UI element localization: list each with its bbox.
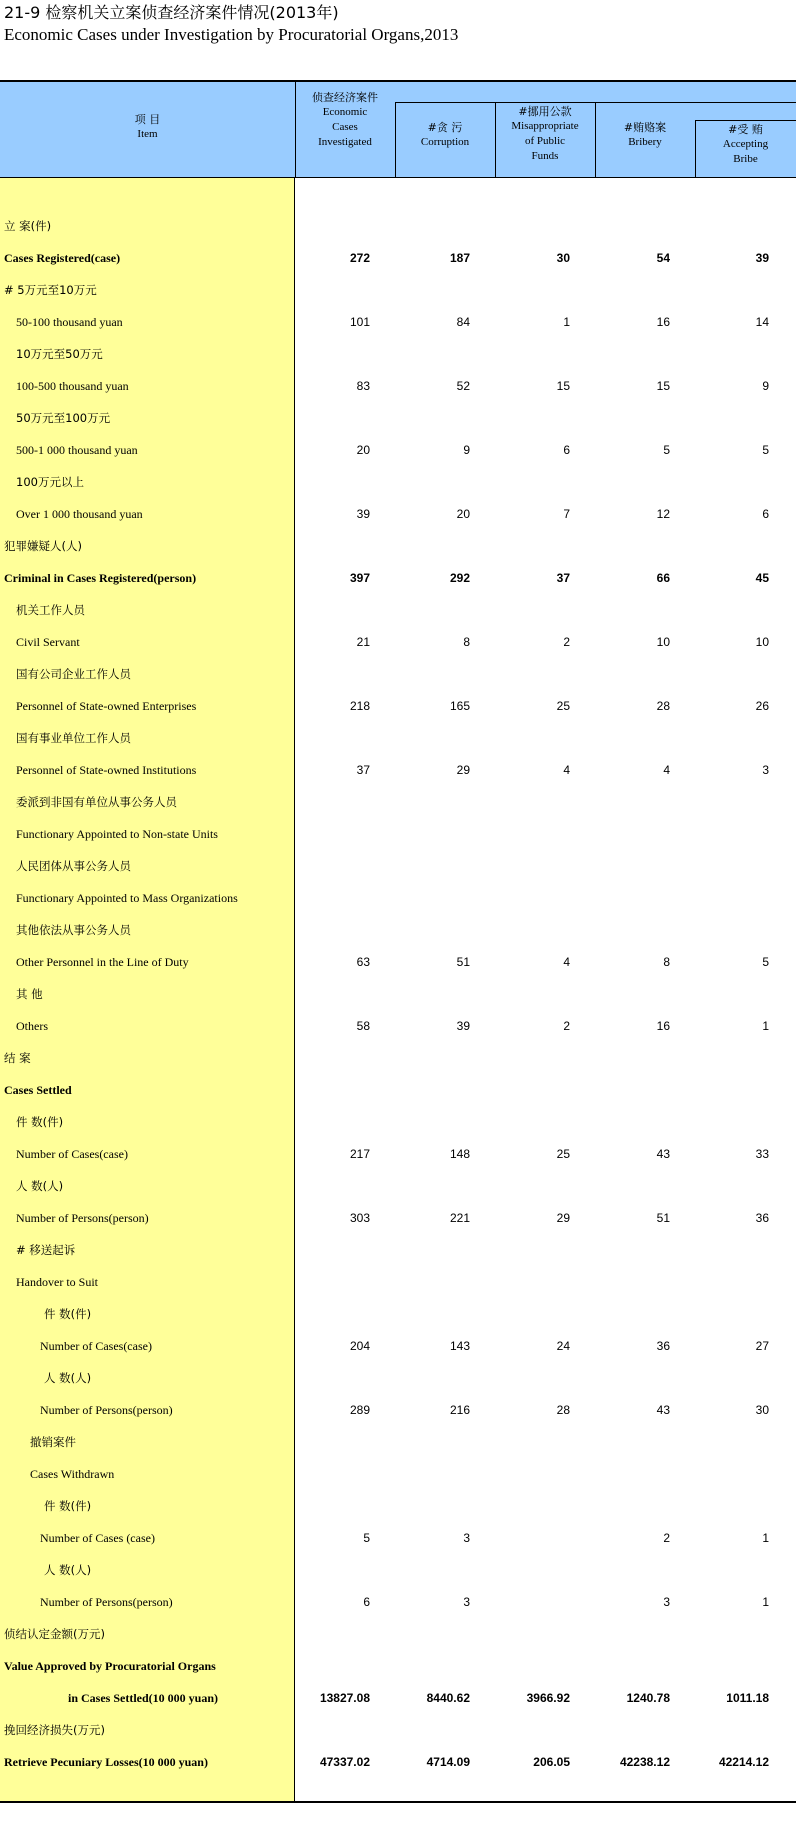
row-value: 6 [363,1595,370,1609]
row-value: 1 [762,1595,769,1609]
row-value: 30 [755,1403,769,1417]
table-row [0,722,796,754]
row-value: 5 [663,443,670,457]
row-label: 500-1 000 thousand yuan [16,443,138,457]
row-value: 33 [755,1147,769,1161]
table-title-en: Economic Cases under Investigation by Procuratorial Organs,2013 [4,25,459,44]
row-value: 4 [563,955,570,969]
row-label: 国有事业单位工作人员 [16,731,131,745]
row-value: 54 [656,251,670,265]
row-value: 8440.62 [426,1691,470,1705]
row-value: 13827.08 [319,1691,370,1705]
row-value: 14 [755,315,769,329]
row-label: Number of Persons(person) [40,1595,173,1609]
row-label: 其他依法从事公务人员 [16,923,131,937]
header-col-corruption: #贪 污 Corruption [420,121,470,148]
table-row [0,306,796,338]
header-divider [295,82,296,178]
row-value: 37 [356,763,370,777]
row-value: 221 [449,1211,470,1225]
row-value: 101 [349,315,370,329]
row-label: Number of Persons(person) [16,1211,149,1225]
row-value: 8 [663,955,670,969]
table-row [0,1554,796,1586]
row-label: 件 数(件) [16,1115,64,1129]
row-value: 29 [456,763,470,777]
row-value: 204 [349,1339,370,1353]
row-label: Over 1 000 thousand yuan [16,507,143,521]
table-row [0,1106,796,1138]
row-label: Functionary Appointed to Mass Organizations [16,891,238,905]
row-label: 立 案(件) [4,219,52,233]
row-value: 30 [556,251,570,265]
row-value: 28 [556,1403,570,1417]
row-label: in Cases Settled(10 000 yuan) [68,1691,219,1705]
header-divider [395,102,796,103]
row-label: 侦结认定金额(万元) [4,1627,105,1641]
table-title-cn: 21-9 检察机关立案侦查经济案件情况(2013年) [4,3,339,22]
row-label: 10万元至50万元 [16,347,103,361]
table-row [0,978,796,1010]
row-value: 84 [456,315,470,329]
table-row [0,1234,796,1266]
row-value: 216 [449,1403,470,1417]
row-label: 人 数(人) [44,1563,92,1577]
row-value: 165 [449,699,470,713]
table-row [0,1138,796,1170]
row-value: 10 [755,635,769,649]
row-label: Number of Cases(case) [16,1147,128,1161]
row-value: 4 [563,763,570,777]
row-value: 25 [556,699,570,713]
table-row [0,530,796,562]
row-label: 其 他 [16,987,43,1001]
row-value: 4714.09 [426,1755,470,1769]
table-row [0,882,796,914]
table-row [0,1170,796,1202]
row-value: 397 [349,571,370,585]
header-divider [695,120,696,178]
table-row [0,1522,796,1554]
row-value: 6 [762,507,769,521]
row-value: 42214.12 [718,1755,769,1769]
row-value: 52 [456,379,470,393]
row-label: 挽回经济损失(万元) [4,1723,105,1737]
row-value: 28 [656,699,670,713]
row-value: 37 [556,571,570,585]
table-row [0,338,796,370]
row-label: Personnel of State-owned Institutions [16,763,197,777]
table-row [0,434,796,466]
table-row [0,1330,796,1362]
row-value: 51 [456,955,470,969]
header-col-bribery: #贿赂案 Bribery [623,121,667,148]
table-row [0,850,796,882]
row-value: 187 [449,251,470,265]
table-row [0,466,796,498]
row-value: 9 [762,379,769,393]
row-label: Retrieve Pecuniary Losses(10 000 yuan) [4,1755,208,1769]
row-value: 20 [356,443,370,457]
header-col-accepting-bribe: #受 贿 Accepting Bribe [722,123,769,165]
row-label: Cases Registered(case) [4,251,121,265]
row-value: 5 [762,443,769,457]
table-row [0,1618,796,1650]
row-value: 15 [556,379,570,393]
row-value: 63 [356,955,370,969]
table-row [0,690,796,722]
row-value: 25 [556,1147,570,1161]
table-row [0,1074,796,1106]
row-value: 39 [456,1019,470,1033]
row-value: 15 [656,379,670,393]
row-value: 5 [762,955,769,969]
row-value: 21 [356,635,370,649]
table-row [0,498,796,530]
row-value: 66 [656,571,670,585]
table-row [0,1362,796,1394]
row-value: 272 [349,251,370,265]
row-label: Cases Settled [4,1083,72,1097]
table-row [0,946,796,978]
table-row [0,1490,796,1522]
row-value: 45 [755,571,769,585]
table-row [0,1426,796,1458]
row-value: 42238.12 [619,1755,670,1769]
row-value: 217 [349,1147,370,1161]
row-label: Personnel of State-owned Enterprises [16,699,197,713]
bottom-rule [0,1801,796,1803]
row-label: 人 数(人) [44,1371,92,1385]
row-value: 1 [563,315,570,329]
row-value: 5 [363,1531,370,1545]
table-row [0,1650,796,1682]
table-row [0,754,796,786]
header-divider [695,120,796,121]
table-row [0,1682,796,1714]
row-value: 2 [663,1531,670,1545]
table-row [0,370,796,402]
row-label: Number of Persons(person) [40,1403,173,1417]
header-col-economic-cases: 侦查经济案件 Economic Cases Investigated [312,91,378,148]
row-value: 16 [656,1019,670,1033]
row-label: 人民团体从事公务人员 [16,859,131,873]
row-value: 16 [656,315,670,329]
row-label: 件 数(件) [44,1307,92,1321]
row-label: 结 案 [4,1051,31,1065]
row-value: 3966.92 [526,1691,570,1705]
row-value: 143 [449,1339,470,1353]
header-divider [495,102,496,178]
table-row [0,242,796,274]
row-value: 8 [463,635,470,649]
table-row [0,1586,796,1618]
row-label: Other Personnel in the Line of Duty [16,955,189,969]
table-row [0,1266,796,1298]
row-value: 7 [563,507,570,521]
title-block [4,2,458,46]
row-value: 1011.18 [726,1691,769,1705]
row-value: 148 [449,1147,470,1161]
row-value: 218 [349,699,370,713]
table-row [0,1010,796,1042]
table-body [0,210,796,1778]
row-value: 58 [356,1019,370,1033]
row-label: 100-500 thousand yuan [16,379,129,393]
row-value: 3 [463,1595,470,1609]
row-value: 12 [656,507,670,521]
table-row [0,786,796,818]
row-label: 50万元至100万元 [16,411,111,425]
row-label: Others [16,1019,48,1033]
row-label: Number of Cases (case) [40,1531,155,1545]
row-label: Value Approved by Procuratorial Organs [4,1659,216,1673]
row-label: 国有公司企业工作人员 [16,667,131,681]
row-value: 3 [663,1595,670,1609]
table-row [0,1714,796,1746]
row-value: 292 [449,571,470,585]
table-row [0,402,796,434]
row-value: 289 [349,1403,370,1417]
table-row [0,562,796,594]
row-label: 撤销案件 [30,1435,76,1449]
row-label: 50-100 thousand yuan [16,315,123,329]
header-col-misappropriate: #挪用公款 Misappropriate of Public Funds [511,105,579,162]
row-value: 36 [755,1211,769,1225]
row-value: 43 [656,1403,670,1417]
row-label: Handover to Suit [16,1275,98,1289]
table-row [0,1458,796,1490]
row-value: 2 [563,1019,570,1033]
table-row [0,658,796,690]
row-label: Civil Servant [16,635,80,649]
row-value: 47337.02 [319,1755,370,1769]
table-row [0,1202,796,1234]
row-value: 3 [762,763,769,777]
row-value: 43 [656,1147,670,1161]
row-label: # 移送起诉 [16,1243,76,1257]
table-row [0,1746,796,1778]
table-row [0,818,796,850]
row-value: 2 [563,635,570,649]
row-value: 9 [463,443,470,457]
table-row [0,1394,796,1426]
table-row [0,1042,796,1074]
row-value: 24 [556,1339,570,1353]
table-header [0,82,796,178]
row-label: 犯罪嫌疑人(人) [4,539,82,553]
row-label: Cases Withdrawn [30,1467,115,1481]
header-item: 项 目 Item [134,113,161,140]
row-value: 36 [656,1339,670,1353]
row-value: 1240.78 [626,1691,670,1705]
row-label: 件 数(件) [44,1499,92,1513]
row-value: 51 [656,1211,670,1225]
row-value: 26 [755,699,769,713]
row-value: 10 [656,635,670,649]
row-value: 206.05 [533,1755,570,1769]
table-row [0,1298,796,1330]
row-label: 委派到非国有单位从事公务人员 [16,795,177,809]
row-value: 303 [349,1211,370,1225]
row-value: 39 [755,251,769,265]
row-value: 27 [755,1339,769,1353]
row-label: Functionary Appointed to Non-state Units [16,827,218,841]
row-value: 20 [456,507,470,521]
table-row [0,210,796,242]
row-label: Criminal in Cases Registered(person) [4,571,197,585]
row-label: 100万元以上 [16,475,84,489]
row-value: 4 [663,763,670,777]
row-value: 1 [762,1531,769,1545]
row-value: 3 [463,1531,470,1545]
row-label: Number of Cases(case) [40,1339,152,1353]
row-value: 39 [356,507,370,521]
row-label: 机关工作人员 [16,603,85,617]
row-label: # 5万元至10万元 [4,283,97,297]
row-value: 6 [563,443,570,457]
header-divider [395,102,396,178]
header-divider [595,102,596,178]
row-value: 29 [556,1211,570,1225]
table-row [0,626,796,658]
row-value: 83 [356,379,370,393]
row-label: 人 数(人) [16,1179,64,1193]
table-row [0,914,796,946]
table-row [0,594,796,626]
row-value: 1 [762,1019,769,1033]
table-row [0,274,796,306]
